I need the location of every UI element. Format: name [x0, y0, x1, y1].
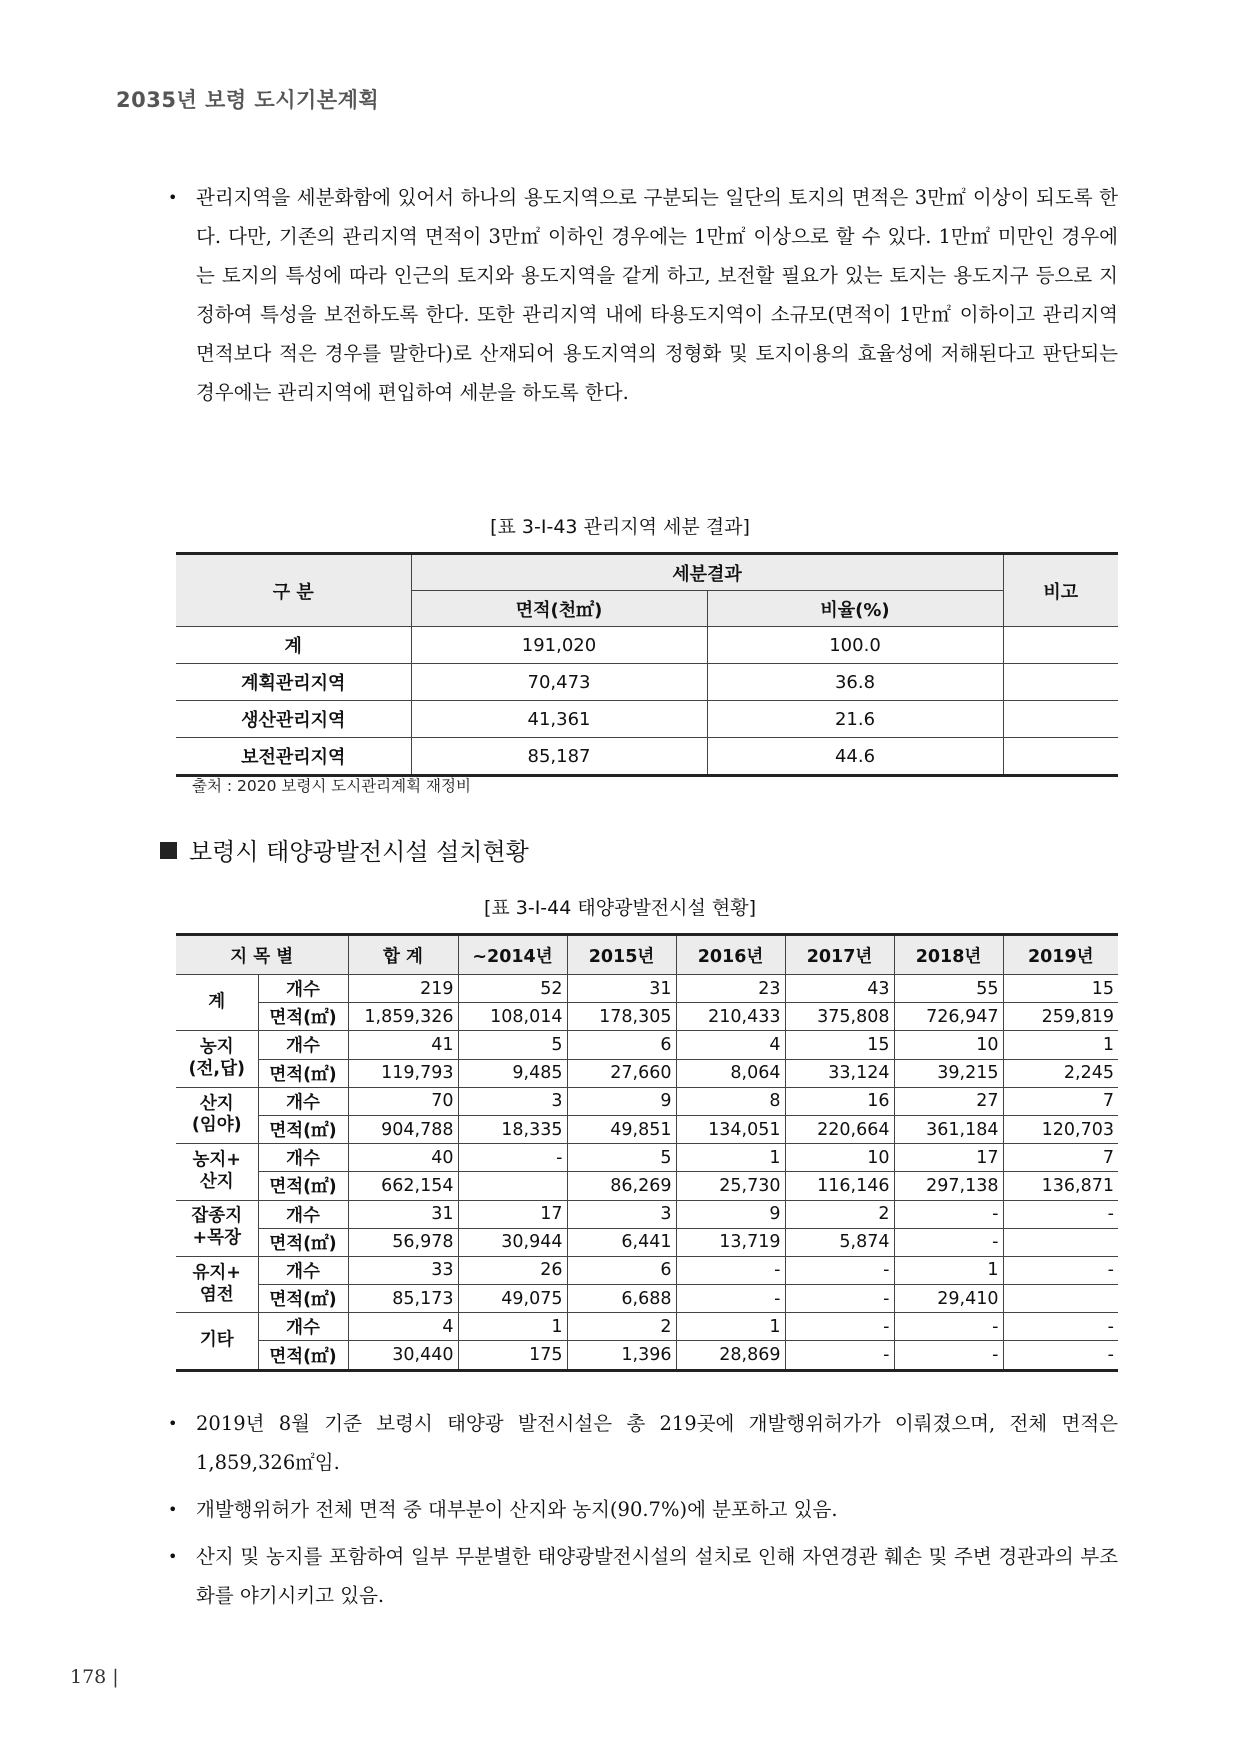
group-label — [176, 1256, 258, 1312]
area-cell: 259,819 — [1003, 1003, 1118, 1031]
area-cell: 8,064 — [676, 1059, 785, 1087]
area-cell: 85,173 — [348, 1285, 458, 1313]
area-cell: 175 — [458, 1341, 567, 1370]
count-cell: 1 — [894, 1256, 1003, 1284]
area-cell: 191,020 — [411, 627, 707, 664]
count-cell: 17 — [458, 1200, 567, 1228]
note-cell — [1003, 738, 1118, 776]
count-cell: 23 — [676, 975, 785, 1003]
col-ratio: 비율(%) — [707, 591, 1003, 627]
area-cell — [458, 1172, 567, 1200]
count-cell: 9 — [567, 1087, 676, 1115]
area-cell: 86,269 — [567, 1172, 676, 1200]
column-header: 2019년 — [1003, 935, 1118, 975]
area-cell: 39,215 — [894, 1059, 1003, 1087]
count-cell: - — [785, 1313, 894, 1341]
area-cell: 25,730 — [676, 1172, 785, 1200]
paragraph-text: 관리지역을 세분화함에 있어서 하나의 용도지역으로 구분되는 일단의 토지의 면적은 3만㎡ 이상이 되도록 한다. 다만, 기존의 관리지역 면적이 3만㎡ 이하인 경우에는 1만㎡ 이상으로 할 수 있다. 1만㎡ 미만인 경우에는 토지의 특성에 따라 인근의 토지와 용도지역을 같게 하고, 보전할 필요가 있는 토지는 용도지구 등으로 지정하여 특성을 보전하도록 한다. 또한 관리지역 내에 타용도지역이 소규모(면적이 1만㎡ 이하이고 관리지역 면적보다 적은 경우를 말한다)로 산재되어 용도지역의 정형화 및 토지이용의 효율성에 저해된다고 판단되는 경우에는 관리지역에 편입하여 세분을 하도록 한다. — [196, 186, 1118, 404]
count-cell: 6 — [567, 1256, 676, 1284]
area-cell: 41,361 — [411, 701, 707, 738]
table-row — [176, 1115, 1118, 1143]
count-cell: 17 — [894, 1144, 1003, 1172]
table-row — [176, 1313, 1118, 1341]
table-row — [176, 701, 1118, 738]
bullet-item — [168, 1490, 1118, 1529]
col-group: 세분결과 — [411, 554, 1003, 591]
count-cell: - — [458, 1144, 567, 1172]
ratio-cell: 36.8 — [707, 664, 1003, 701]
area-cell: 726,947 — [894, 1003, 1003, 1031]
table-row — [176, 1059, 1118, 1087]
area-cell: 119,793 — [348, 1059, 458, 1087]
area-cell: 178,305 — [567, 1003, 676, 1031]
table-row — [176, 975, 1118, 1003]
row-label: 계 — [176, 627, 411, 664]
ratio-cell: 21.6 — [707, 701, 1003, 738]
unit-count: 개수 — [258, 1256, 348, 1284]
area-cell: - — [785, 1285, 894, 1313]
unit-area: 면적(㎡) — [258, 1285, 348, 1313]
count-cell: 4 — [348, 1313, 458, 1341]
count-cell: 7 — [1003, 1144, 1118, 1172]
group-label-text: 잡종지 +목장 — [191, 1206, 243, 1249]
table43-source: 출처 : 2020 보령시 도시관리계획 재정비 — [192, 777, 471, 795]
count-cell: 41 — [348, 1031, 458, 1059]
area-cell: 134,051 — [676, 1115, 785, 1143]
area-cell: 49,851 — [567, 1115, 676, 1143]
col-area: 면적(천㎡) — [411, 591, 707, 627]
group-label — [176, 1313, 258, 1370]
area-cell: - — [785, 1341, 894, 1370]
area-cell: 1,396 — [567, 1341, 676, 1370]
group-label — [176, 1031, 258, 1087]
count-cell: 40 — [348, 1144, 458, 1172]
area-cell: 904,788 — [348, 1115, 458, 1143]
area-cell: 116,146 — [785, 1172, 894, 1200]
col-category: 구 분 — [176, 554, 411, 627]
unit-area: 면적(㎡) — [258, 1003, 348, 1031]
count-cell: 8 — [676, 1087, 785, 1115]
group-label-text: 농지+ 산지 — [192, 1149, 241, 1192]
table-solar-facilities — [176, 933, 1118, 1372]
count-cell: 31 — [348, 1200, 458, 1228]
bullet-item — [168, 1537, 1118, 1615]
count-cell: 43 — [785, 975, 894, 1003]
count-cell: 3 — [458, 1087, 567, 1115]
area-cell — [1003, 1285, 1118, 1313]
count-cell: 1 — [676, 1313, 785, 1341]
count-cell: - — [676, 1256, 785, 1284]
column-header: 2018년 — [894, 935, 1003, 975]
count-cell: 219 — [348, 975, 458, 1003]
bullet-item — [168, 1404, 1118, 1482]
area-cell: - — [894, 1341, 1003, 1370]
area-cell: 33,124 — [785, 1059, 894, 1087]
table-row — [176, 664, 1118, 701]
group-label — [176, 1144, 258, 1200]
count-cell: 5 — [458, 1031, 567, 1059]
unit-area: 면적(㎡) — [258, 1228, 348, 1256]
col-note: 비고 — [1003, 554, 1118, 627]
area-cell: 27,660 — [567, 1059, 676, 1087]
page-number: 178 | — [70, 1666, 119, 1688]
area-cell: 662,154 — [348, 1172, 458, 1200]
area-cell: 120,703 — [1003, 1115, 1118, 1143]
count-cell: 5 — [567, 1144, 676, 1172]
table-row — [176, 1341, 1118, 1370]
count-cell: 27 — [894, 1087, 1003, 1115]
bullet-dot-icon: • — [168, 1547, 178, 1566]
count-cell: 2 — [785, 1200, 894, 1228]
area-cell: 220,664 — [785, 1115, 894, 1143]
area-cell: 375,808 — [785, 1003, 894, 1031]
area-cell: 108,014 — [458, 1003, 567, 1031]
column-header: 지 목 별 — [176, 935, 348, 975]
table-row — [176, 1087, 1118, 1115]
area-cell: 13,719 — [676, 1228, 785, 1256]
table-management-zone — [176, 552, 1118, 777]
note-cell — [1003, 627, 1118, 664]
column-header: 2016년 — [676, 935, 785, 975]
note-cell — [1003, 701, 1118, 738]
section-title — [160, 832, 529, 867]
bullet-paragraph — [168, 178, 1118, 412]
count-cell: 26 — [458, 1256, 567, 1284]
count-cell: 52 — [458, 975, 567, 1003]
count-cell: 15 — [785, 1031, 894, 1059]
column-header: 2015년 — [567, 935, 676, 975]
count-cell: 16 — [785, 1087, 894, 1115]
area-cell: - — [1003, 1341, 1118, 1370]
bullet-text: 2019년 8월 기준 보령시 태양광 발전시설은 총 219곳에 개발행위허가가 이뤄졌으며, 전체 면적은 1,859,326㎡임. — [196, 1412, 1118, 1474]
table-row — [176, 1228, 1118, 1256]
count-cell: 70 — [348, 1087, 458, 1115]
area-cell: 30,440 — [348, 1341, 458, 1370]
count-cell: 1 — [1003, 1031, 1118, 1059]
area-cell: 1,859,326 — [348, 1003, 458, 1031]
group-label-text: 계 — [208, 991, 226, 1012]
row-label: 보전관리지역 — [176, 738, 411, 776]
count-cell: 7 — [1003, 1087, 1118, 1115]
table43-caption: [표 3-Ⅰ-43 관리지역 세분 결과] — [490, 516, 750, 538]
ratio-cell: 100.0 — [707, 627, 1003, 664]
bullet-dot-icon: • — [168, 1500, 178, 1519]
area-cell: 49,075 — [458, 1285, 567, 1313]
area-cell: 297,138 — [894, 1172, 1003, 1200]
count-cell: 1 — [458, 1313, 567, 1341]
unit-area: 면적(㎡) — [258, 1115, 348, 1143]
group-label-text: 유지+ 염전 — [192, 1262, 241, 1305]
group-label — [176, 1087, 258, 1143]
area-cell: 6,688 — [567, 1285, 676, 1313]
area-cell: 56,978 — [348, 1228, 458, 1256]
column-header: 합 계 — [348, 935, 458, 975]
area-cell: 2,245 — [1003, 1059, 1118, 1087]
table-row — [176, 1003, 1118, 1031]
area-cell: 18,335 — [458, 1115, 567, 1143]
unit-count: 개수 — [258, 1087, 348, 1115]
unit-count: 개수 — [258, 1031, 348, 1059]
group-label — [176, 1200, 258, 1256]
table-row — [176, 1031, 1118, 1059]
count-cell: 9 — [676, 1200, 785, 1228]
count-cell: - — [1003, 1200, 1118, 1228]
column-header: 2017년 — [785, 935, 894, 975]
note-cell — [1003, 664, 1118, 701]
summary-bullets — [168, 1404, 1118, 1623]
count-cell: 55 — [894, 975, 1003, 1003]
running-header: 2035년 보령 도시기본계획 — [116, 88, 380, 112]
area-cell: 210,433 — [676, 1003, 785, 1031]
table-row — [176, 627, 1118, 664]
count-cell: - — [894, 1200, 1003, 1228]
area-cell: 136,871 — [1003, 1172, 1118, 1200]
group-label-text: 농지 (전,답) — [188, 1037, 245, 1080]
unit-count: 개수 — [258, 1144, 348, 1172]
group-label-text: 기타 — [199, 1330, 234, 1350]
group-label — [176, 975, 258, 1031]
count-cell: - — [1003, 1313, 1118, 1341]
bullet-text: 개발행위허가 전체 면적 중 대부분이 산지와 농지(90.7%)에 분포하고 있음. — [196, 1498, 838, 1521]
area-cell: - — [894, 1228, 1003, 1256]
square-bullet-icon — [160, 842, 177, 859]
table44-caption: [표 3-Ⅰ-44 태양광발전시설 현황] — [483, 897, 757, 919]
count-cell: - — [1003, 1256, 1118, 1284]
table-row — [176, 1144, 1118, 1172]
count-cell: - — [894, 1313, 1003, 1341]
table-row — [176, 738, 1118, 776]
area-cell: 85,187 — [411, 738, 707, 776]
unit-count: 개수 — [258, 1200, 348, 1228]
count-cell: 15 — [1003, 975, 1118, 1003]
area-cell: 70,473 — [411, 664, 707, 701]
count-cell: 4 — [676, 1031, 785, 1059]
unit-area: 면적(㎡) — [258, 1059, 348, 1087]
count-cell: 31 — [567, 975, 676, 1003]
count-cell: 3 — [567, 1200, 676, 1228]
area-cell: 5,874 — [785, 1228, 894, 1256]
area-cell: 6,441 — [567, 1228, 676, 1256]
ratio-cell: 44.6 — [707, 738, 1003, 776]
area-cell: - — [676, 1285, 785, 1313]
table-row — [176, 1200, 1118, 1228]
area-cell: 30,944 — [458, 1228, 567, 1256]
area-cell: 28,869 — [676, 1341, 785, 1370]
row-label: 생산관리지역 — [176, 701, 411, 738]
count-cell: 2 — [567, 1313, 676, 1341]
count-cell: 33 — [348, 1256, 458, 1284]
area-cell: 361,184 — [894, 1115, 1003, 1143]
count-cell: 1 — [676, 1144, 785, 1172]
bullet-dot-icon: • — [168, 188, 178, 207]
area-cell: 9,485 — [458, 1059, 567, 1087]
unit-count: 개수 — [258, 1313, 348, 1341]
row-label: 계획관리지역 — [176, 664, 411, 701]
group-label-text: 산지 (임야) — [191, 1093, 242, 1136]
unit-count: 개수 — [258, 975, 348, 1003]
unit-area: 면적(㎡) — [258, 1172, 348, 1200]
bullet-dot-icon: • — [168, 1414, 178, 1433]
table-row — [176, 1256, 1118, 1284]
paragraph-block — [168, 178, 1118, 412]
count-cell: 10 — [894, 1031, 1003, 1059]
column-header: ~2014년 — [458, 935, 567, 975]
bullet-text: 산지 및 농지를 포함하여 일부 무분별한 태양광발전시설의 설치로 인해 자연경관 훼손 및 주변 경관과의 부조화를 야기시키고 있음. — [196, 1545, 1118, 1607]
area-cell — [1003, 1228, 1118, 1256]
count-cell: - — [785, 1256, 894, 1284]
area-cell: 29,410 — [894, 1285, 1003, 1313]
count-cell: 6 — [567, 1031, 676, 1059]
section-title-text: 보령시 태양광발전시설 설치현황 — [189, 838, 529, 866]
count-cell: 10 — [785, 1144, 894, 1172]
table-row — [176, 1285, 1118, 1313]
unit-area: 면적(㎡) — [258, 1341, 348, 1370]
table-row — [176, 1172, 1118, 1200]
